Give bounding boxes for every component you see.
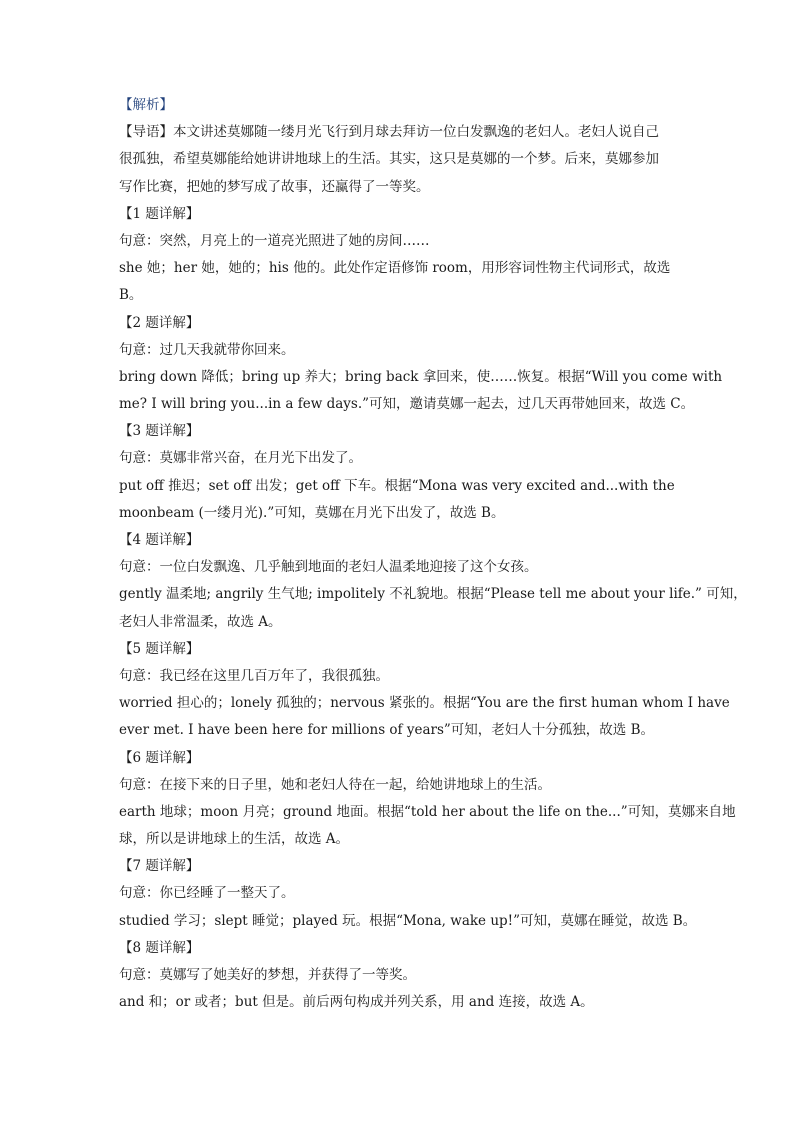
question-block-3 — [119, 418, 679, 527]
explanation-line: bring down 降低；bring up 养大；bring back 拿回来，使……恢复。根据“Will you come with — [119, 368, 723, 385]
question-heading: 【1 题详解】 — [119, 205, 200, 222]
question-block-1 — [119, 201, 679, 310]
question-heading: 【8 题详解】 — [119, 939, 200, 956]
question-heading: 【3 题详解】 — [119, 423, 200, 440]
sentence-translation: 句意：莫娜写了她美好的梦想，并获得了一等奖。 — [119, 967, 416, 983]
question-block-4 — [119, 527, 747, 636]
intro-line: 写作比赛，把她的梦写成了故事，还赢得了一等奖。 — [119, 178, 430, 195]
question-block-6 — [119, 745, 736, 854]
intro-line: 【导语】本文讲述莫娜随一缕月光飞行到月球去拜访一位白发飘逸的老妇人。老妇人说自己 — [119, 124, 659, 141]
question-heading: 【5 题详解】 — [119, 640, 200, 657]
explanation-line: and 和；or 或者；but 但是。前后两句构成并列关系，用 and 连接，故选 A。 — [119, 994, 594, 1011]
sentence-translation: 句意：过几天我就带你回来。 — [119, 341, 295, 358]
question-explanations — [119, 201, 747, 1017]
sentence-translation: 句意：一位白发飘逸、几乎触到地面的老妇人温柔地迎接了这个女孩。 — [119, 559, 538, 576]
analysis-title: 【解析】 — [119, 97, 173, 113]
intro-line: 很孤独，希望莫娜能给她讲讲地球上的生活。其实，这只是莫娜的一个梦。后来，莫娜参加 — [119, 151, 659, 168]
explanation-line: 球，所以是讲地球上的生活，故选 A。 — [119, 831, 350, 848]
question-block-7 — [119, 853, 697, 935]
explanation-line: B。 — [119, 287, 143, 304]
question-heading: 【7 题详解】 — [119, 858, 200, 875]
question-heading: 【4 题详解】 — [119, 532, 200, 548]
explanation-line: ever met. I have been here for millions of years”可知，老妇人十分孤独，故选 B。 — [119, 722, 655, 739]
sentence-translation: 句意：在接下来的日子里，她和老妇人待在一起，给她讲地球上的生活。 — [119, 776, 551, 793]
explanation-line: me? I will bring you...in a few days.”可知，邀请莫娜一起去，过几天再带她回来，故选 C。 — [119, 396, 695, 413]
explanation-line: studied 学习；slept 睡觉；played 玩。根据“Mona, wake up!”可知，莫娜在睡觉，故选 B。 — [119, 912, 697, 929]
explanation-line: gently 温柔地; angrily 生气地; impolitely 不礼貌地。根据“Please tell me about your life.” 可知， — [119, 586, 747, 603]
explanation-line: put off 推迟；set off 出发；get off 下车。根据“Mona was very excited and...with the — [119, 477, 675, 494]
sentence-translation: 句意：莫娜非常兴奋，在月光下出发了。 — [119, 450, 362, 467]
analysis-content — [119, 92, 747, 1016]
question-block-8 — [119, 935, 679, 1017]
sentence-translation: 句意：我已经在这里几百万年了，我很孤独。 — [119, 667, 389, 684]
question-heading: 【2 题详解】 — [119, 314, 200, 331]
explanation-line: worried 担心的；lonely 孤独的；nervous 紧张的。根据“You are the first human whom I have — [119, 695, 730, 712]
question-heading: 【6 题详解】 — [119, 749, 200, 766]
explanation-line: earth 地球；moon 月亮；ground 地面。根据“told her about the life on the...”可知，莫娜来自地 — [119, 803, 736, 820]
sentence-translation: 句意：你已经睡了一整天了。 — [119, 885, 295, 902]
sentence-translation: 句意：突然，月亮上的一道亮光照进了她的房间…… — [119, 232, 430, 249]
explanation-line: moonbeam (一缕月光).”可知，莫娜在月光下出发了，故选 B。 — [119, 504, 505, 521]
explanation-line: 老妇人非常温柔，故选 A。 — [119, 613, 282, 630]
question-block-5 — [119, 636, 730, 745]
question-block-2 — [119, 310, 723, 419]
intro-section — [119, 119, 679, 201]
explanation-line: she 她；her 她，她的；his 他的。此处作定语修饰 room，用形容词性物主代词形式，故选 — [119, 260, 671, 277]
